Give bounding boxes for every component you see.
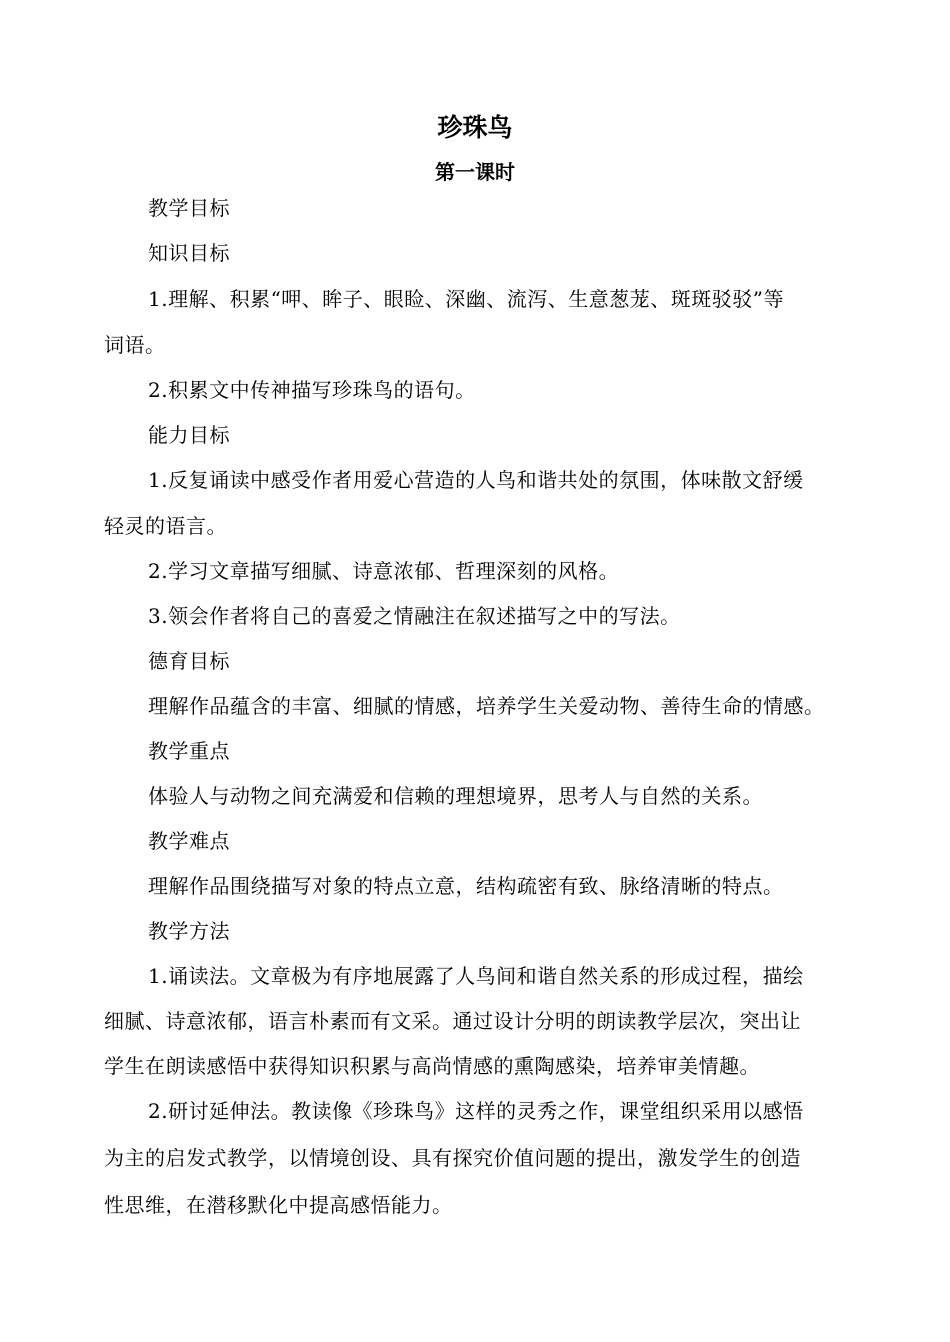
paragraph-line: 1.反复诵读中感受作者用爱心营造的人鸟和谐共处的氛围，体味散文舒缓 bbox=[148, 468, 804, 492]
paragraph-line: 1.诵读法。文章极为有序地展露了人鸟间和谐自然关系的形成过程，描绘 bbox=[148, 964, 804, 988]
paragraph-line: 理解作品蕴含的丰富、细腻的情感，培养学生关爱动物、善待生命的情感。 bbox=[148, 694, 825, 718]
paragraph-line: 理解作品围绕描写对象的特点立意，结构疏密有致、脉络清晰的特点。 bbox=[148, 874, 784, 898]
heading-methods: 教学方法 bbox=[148, 919, 230, 943]
paragraph-line: 性思维，在潜移默化中提高感悟能力。 bbox=[104, 1193, 453, 1217]
heading-teaching-goals: 教学目标 bbox=[148, 196, 230, 220]
paragraph-line: 2.积累文中传神描写珍珠鸟的语句。 bbox=[148, 378, 476, 402]
paragraph-line: 2.研讨延伸法。教读像《珍珠鸟》这样的灵秀之作，课堂组织采用以感悟 bbox=[148, 1099, 804, 1123]
paragraph-line: 词语。 bbox=[104, 333, 166, 357]
heading-difficulties: 教学难点 bbox=[148, 829, 230, 853]
heading-moral-goals: 德育目标 bbox=[148, 649, 230, 673]
document-title: 珍珠鸟 bbox=[437, 113, 513, 142]
paragraph-line: 细腻、诗意浓郁，语言朴素而有文采。通过设计分明的朗读教学层次，突出让 bbox=[104, 1009, 801, 1033]
paragraph-line: 1.理解、积累“呷、眸子、眼睑、深幽、流泻、生意葱茏、斑斑驳驳”等 bbox=[148, 287, 785, 311]
heading-ability-goals: 能力目标 bbox=[148, 423, 230, 447]
paragraph-line: 体验人与动物之间充满爱和信赖的理想境界，思考人与自然的关系。 bbox=[148, 784, 763, 808]
paragraph-line: 轻灵的语言。 bbox=[104, 514, 227, 538]
paragraph-line: 学生在朗读感悟中获得知识积累与高尚情感的熏陶感染，培养审美情趣。 bbox=[104, 1054, 760, 1078]
paragraph-line: 3.领会作者将自己的喜爱之情融注在叙述描写之中的写法。 bbox=[148, 604, 681, 628]
document-subtitle: 第一课时 bbox=[435, 160, 515, 184]
paragraph-line: 为主的启发式教学，以情境创设、具有探究价值问题的提出，激发学生的创造 bbox=[104, 1146, 801, 1170]
heading-key-points: 教学重点 bbox=[148, 739, 230, 763]
heading-knowledge-goals: 知识目标 bbox=[148, 241, 230, 265]
paragraph-line: 2.学习文章描写细腻、诗意浓郁、哲理深刻的风格。 bbox=[148, 559, 620, 583]
